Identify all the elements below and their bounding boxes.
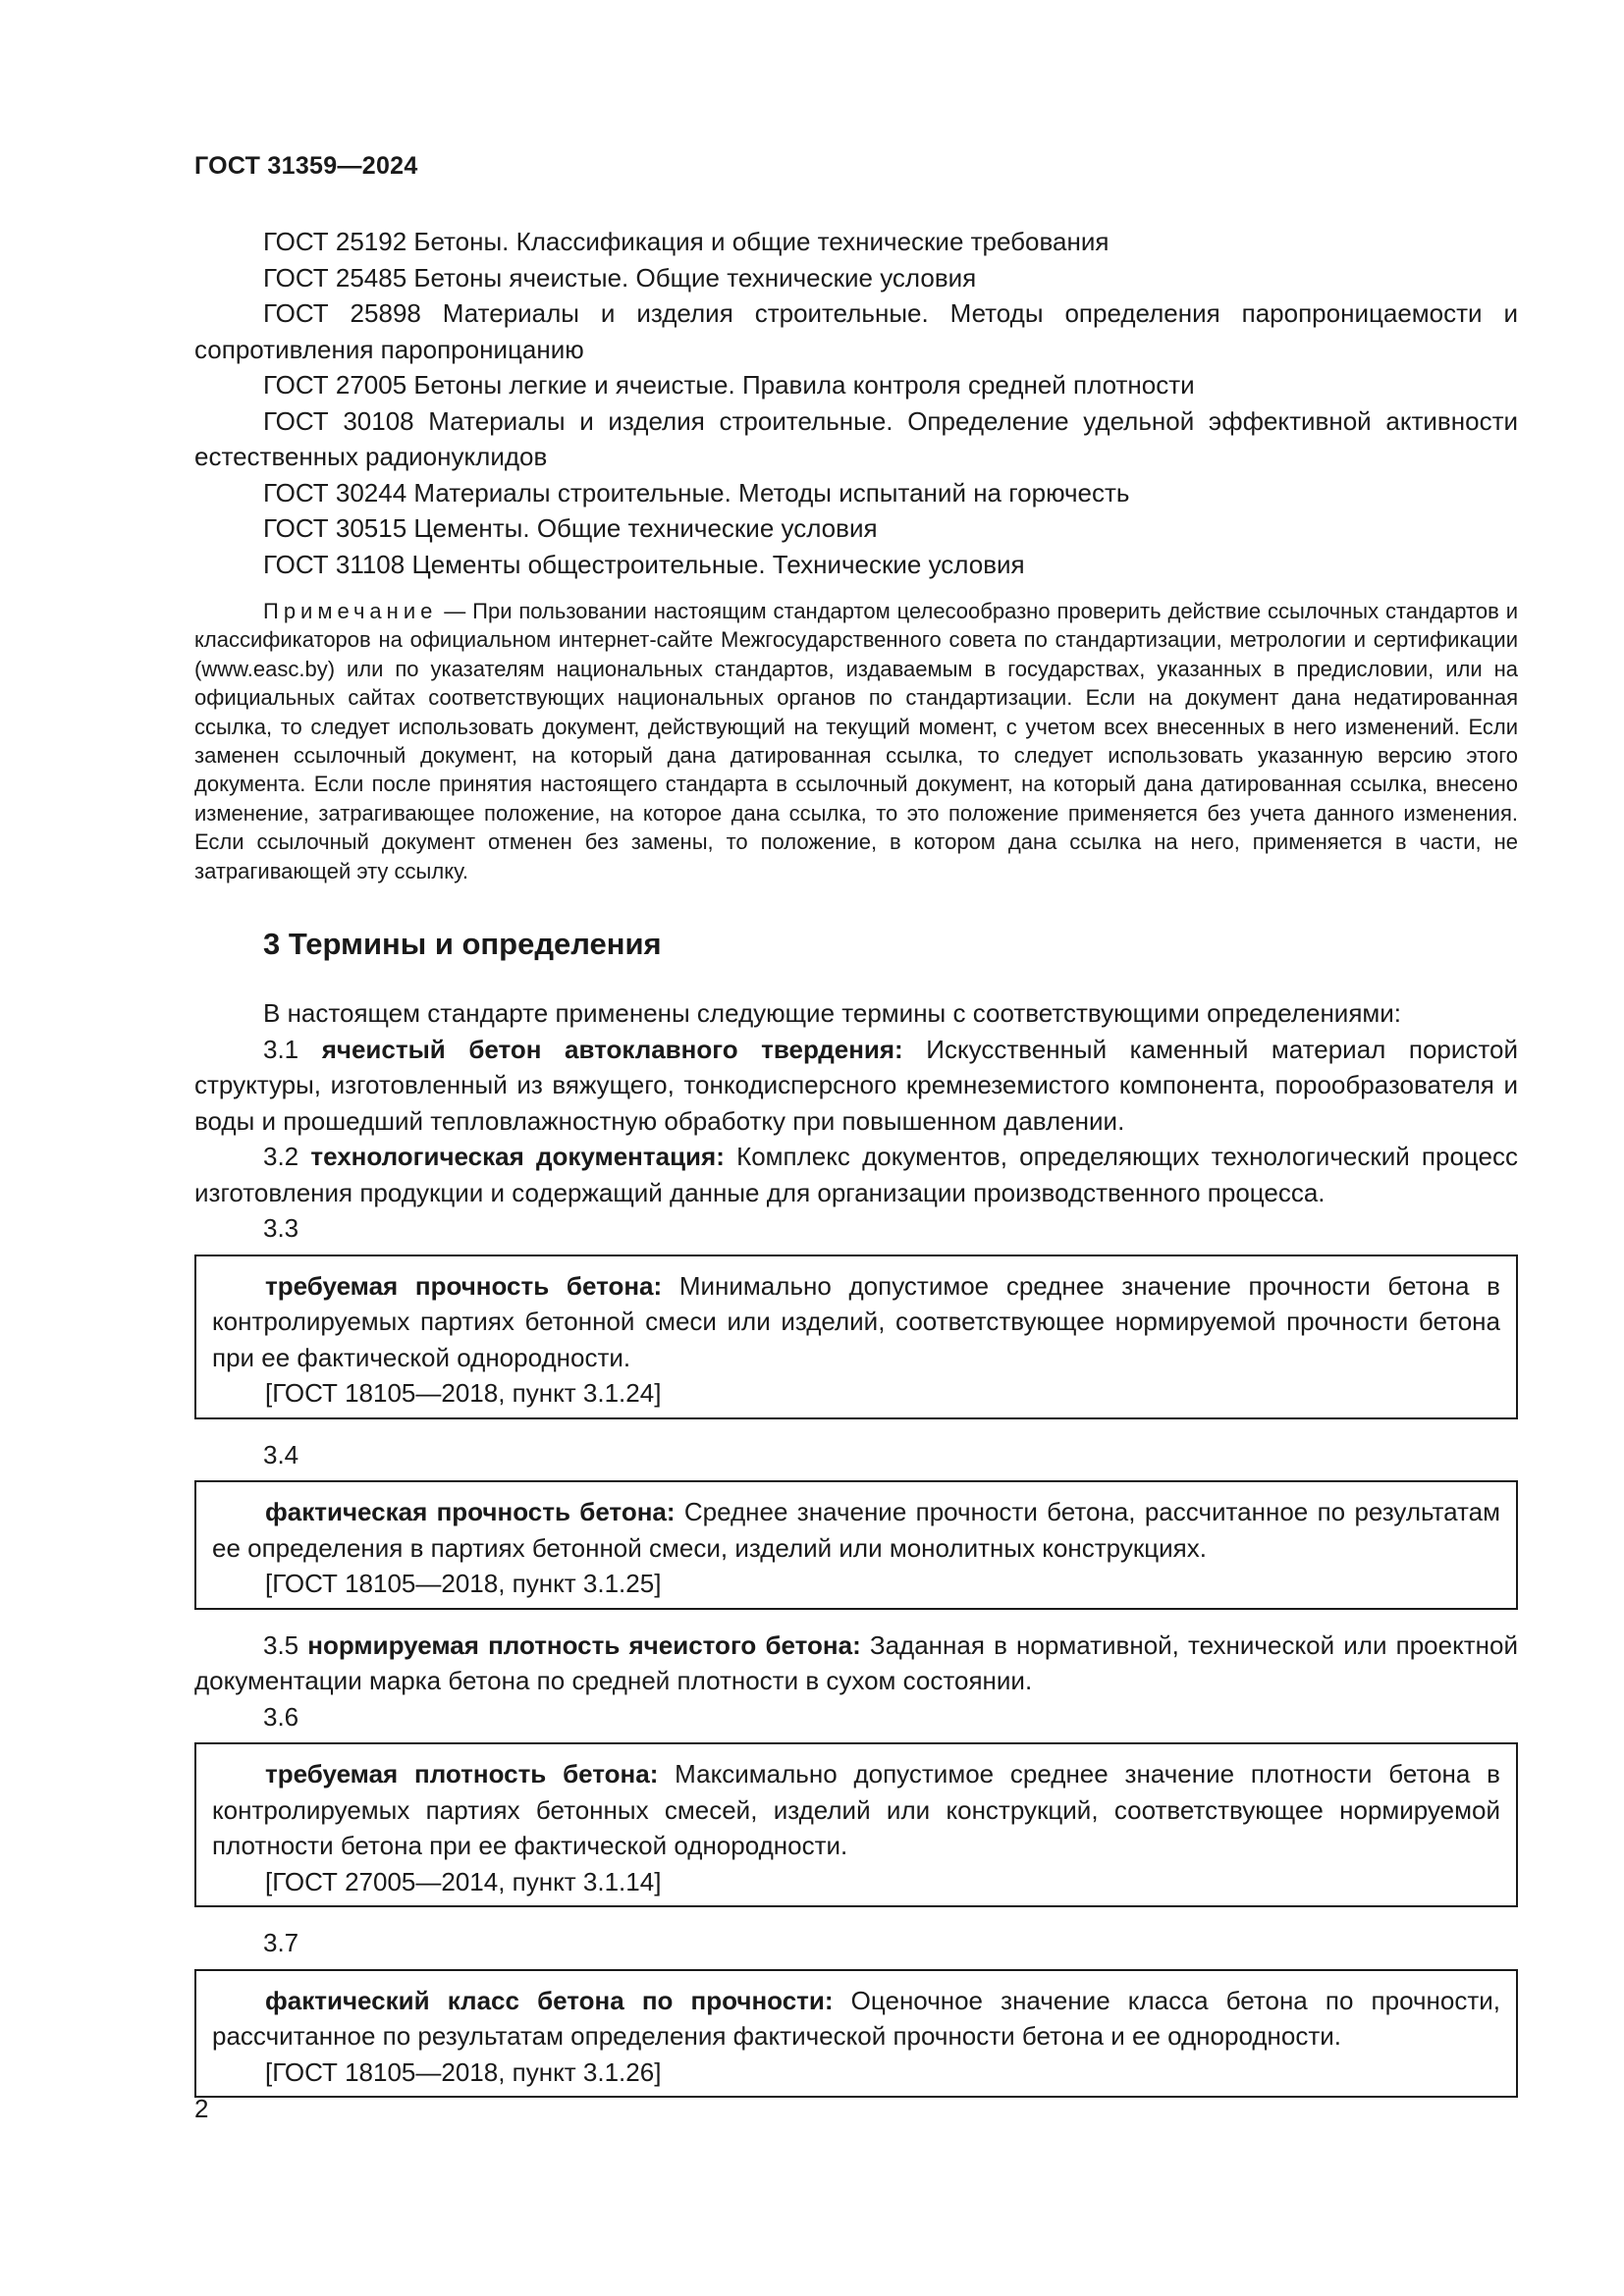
term-definition: Среднее значение прочности бетона, рассчитанное по результатам ее определения в партиях бетонной смеси, изделий или монолитных конструкциях.	[212, 1497, 1500, 1563]
term-definition: Максимально допустимое среднее значение плотности бетона в контролируемых партиях бетонных смесей, изделий или конструкций, соответствующее нормируемой плотности бетона при ее фактической однородности.	[212, 1759, 1500, 1861]
term-definition: Минимально допустимое среднее значение прочности бетона в контролируемых партиях бетонной смеси или изделий, соответствующее нормируемой прочности бетона при ее фактической однородности.	[212, 1270, 1500, 1372]
term-number: 3.4	[263, 1439, 299, 1469]
term-source: [ГОСТ 18105—2018, пункт 3.1.26]	[265, 2056, 662, 2087]
section-title: 3 Термины и определения	[263, 927, 662, 962]
page-number: 2	[194, 2094, 209, 2123]
reference-item: ГОСТ 25485 Бетоны ячеистые. Общие технические условия	[263, 262, 977, 293]
term-3-4	[212, 1494, 1500, 1566]
term-definition: Заданная в нормативной, технической или проектной документации марка бетона по средней плотности в сухом состоянии.	[194, 1629, 1518, 1696]
term-name: фактический класс бетона по прочности:	[265, 1985, 834, 2015]
term-3-1	[194, 1032, 1518, 1140]
term-source: [ГОСТ 18105—2018, пункт 3.1.25]	[265, 1569, 662, 1599]
term-definition: Комплекс документов, определяющих технологический процесс изготовления продукции и содержащий данные для организации производственного процесса.	[194, 1142, 1518, 1207]
term-name: фактическая прочность бетона:	[265, 1497, 676, 1527]
term-3-3	[212, 1268, 1500, 1376]
term-source: [ГОСТ 27005—2014, пункт 3.1.14]	[265, 1866, 662, 1896]
term-3-2	[194, 1139, 1518, 1210]
term-number: 3.7	[263, 1928, 299, 1958]
normative-references-list	[194, 224, 1518, 582]
note-label: Примечание	[263, 599, 438, 623]
reference-item: ГОСТ 25192 Бетоны. Классификация и общие технические требования	[263, 227, 1110, 256]
reference-item: ГОСТ 30244 Материалы строительные. Методы испытаний на горючесть	[263, 477, 1130, 507]
term-3-5	[194, 1628, 1518, 1699]
page-content	[194, 224, 1518, 2115]
term-source: [ГОСТ 18105—2018, пункт 3.1.24]	[265, 1378, 662, 1409]
reference-item: ГОСТ 25898 Материалы и изделия строительные. Методы определения паропроницаемости и сопротивления паропроницанию	[194, 298, 1518, 364]
term-name: технологическая документация:	[310, 1142, 725, 1172]
term-3-7	[212, 1983, 1500, 2055]
term-name: требуемая прочность бетона:	[265, 1270, 663, 1301]
term-number: 3.1	[263, 1034, 322, 1064]
term-number: 3.5	[263, 1629, 308, 1660]
reference-item: ГОСТ 30515 Цементы. Общие технические условия	[263, 513, 878, 543]
document-header: ГОСТ 31359—2024	[194, 152, 418, 180]
reference-item: ГОСТ 31108 Цементы общестроительные. Технические условия	[263, 549, 1025, 579]
term-definition: Искусственный каменный материал пористой структуры, изготовленный из вяжущего, тонкодисперсного кремнеземистого компонента, порообразователя и воды и прошедший тепловлажностную обработку при повышенном давлении.	[194, 1034, 1518, 1136]
term-box-3-7	[194, 1969, 1518, 2099]
term-box-3-4	[194, 1480, 1518, 1610]
note-paragraph	[194, 597, 1518, 885]
term-definition: Оценочное значение класса бетона по прочности, рассчитанное по результатам определения фактической прочности бетона и ее однородности.	[212, 1985, 1501, 2052]
section-intro: В настоящем стандарте применены следующие термины с соответствующими определениями:	[263, 998, 1402, 1029]
term-number: 3.3	[263, 1213, 299, 1244]
term-number: 3.6	[263, 1701, 299, 1732]
reference-item: ГОСТ 27005 Бетоны легкие и ячеистые. Правила контроля средней плотности	[263, 370, 1195, 400]
reference-item: ГОСТ 30108 Материалы и изделия строительные. Определение удельной эффективной активности естественных радионуклидов	[194, 405, 1518, 471]
term-box-3-3	[194, 1255, 1518, 1419]
term-name: ячеистый бетон автоклавного твердения:	[321, 1034, 903, 1064]
term-number: 3.2	[263, 1142, 311, 1172]
term-name: нормируемая плотность ячеистого бетона:	[307, 1629, 861, 1660]
term-name: требуемая плотность бетона:	[265, 1759, 659, 1789]
term-3-6	[212, 1756, 1500, 1864]
term-box-3-6	[194, 1742, 1518, 1907]
note-text: — При пользовании настоящим стандартом целесообразно проверить действие ссылочных стандартов и классификаторов на официальном интернет-сайте Межгосударственного совета по стандартизации, метрологии и сертификации (www.easc.by) или по указателям национальных стандартов, издаваемым в государствах, указанных в предисловии, или на официальных сайтах соответствующих национальных органов по стандартизации. Если на документ дана недатированная ссылка, то следует использовать документ, действующий на текущий момент, с учетом всех внесенных в него изменений. Если заменен ссылочный документ, на который дана датированная ссылка, то следует использовать указанную версию этого документа. Если после принятия настоящего стандарта в ссылочный документ, на который дана датированная ссылка, внесено изменение, затрагивающее положение, на которое дана ссылка, то это положение применяется без учета данного изменения. Если ссылочный документ отменен без замены, то положение, в котором дана ссылка на него, применяется в части, не затрагивающей эту ссылку.	[194, 599, 1518, 883]
